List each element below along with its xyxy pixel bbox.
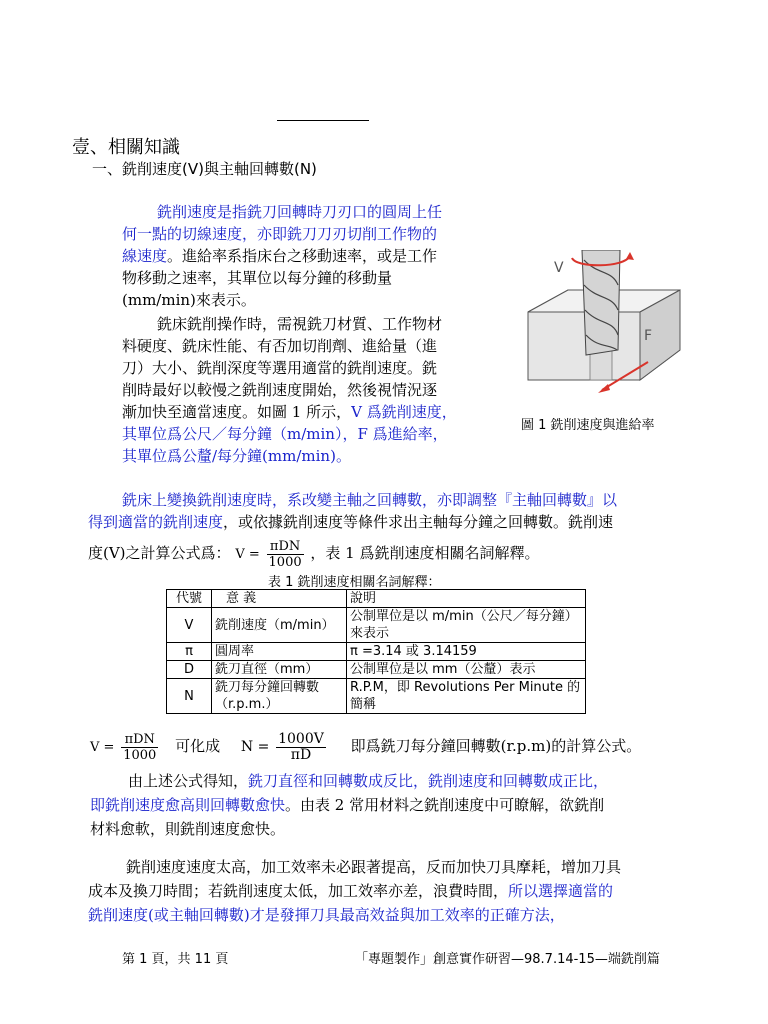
formula-fraction — [121, 732, 158, 763]
text-span: 。由表 2 常用材料之銑削速度中可瞭解，欲銑削 — [285, 796, 605, 814]
definition-table — [166, 589, 586, 714]
table-cell: π — [167, 643, 212, 661]
text-span: 即爲銑刀每分鐘回轉數(r.p.m)的計算公式。 — [350, 737, 642, 755]
text-line — [88, 511, 613, 533]
formula-denominator: πD — [290, 746, 312, 763]
text-span: 度(V)之計算公式爲： — [88, 544, 231, 562]
table-row — [167, 661, 586, 679]
table-cell: V — [167, 608, 212, 643]
text-line: 銑削速度(或主軸回轉數)才是發揮刀具最高效益與加工效率的正確方法， — [88, 906, 565, 924]
table-cell: 銑刀直徑（mm） — [212, 661, 347, 679]
text-span: 漸加快至適當速度。如圖 1 所示， — [122, 403, 352, 421]
formula-numerator: 1000V — [278, 730, 324, 747]
table-header-cell: 代號 — [167, 590, 212, 608]
feed-label: F — [644, 328, 653, 344]
text-span: 銑刀直徑和回轉數成反比，銑削速度和回轉數成正比， — [248, 772, 609, 790]
text-line: 銑削速度是指銑刀回轉時刀刃口的圓周上任 — [157, 203, 443, 221]
table-cell: 公制單位是以 m/min（公尺／每分鐘）來表示 — [347, 608, 586, 643]
table-cell: D — [167, 661, 212, 679]
text-line: 銑床上變換銑削速度時，系改變主軸之回轉數，亦即調整『主軸回轉數』以 — [122, 491, 618, 509]
text-line: 其單位爲公釐/每分鐘(mm/min)。 — [122, 447, 351, 465]
text-line — [128, 770, 608, 792]
table-cell: π =3.14 或 3.14159 — [347, 643, 586, 661]
text-span: 成本及換刀時間；若銑削速度太低，加工效率亦差，浪費時間， — [88, 882, 509, 900]
text-line — [122, 401, 457, 423]
text-line: 銑削速度速度太高，加工效率未必跟著提高，反而加快刀具摩耗，增加刀具 — [126, 858, 622, 876]
text-line — [88, 535, 540, 573]
formula-denominator: 1000 — [123, 747, 157, 763]
table-row — [167, 643, 586, 661]
footer-title: 「專題製作」創意實作研習—98.7.14-15—端銑削篇 — [355, 952, 660, 967]
formula-numerator: πDN — [121, 732, 158, 748]
text-span: ，表 1 爲銑削速度相關名詞解釋。 — [310, 544, 540, 562]
text-line — [88, 880, 613, 902]
formula-fraction — [267, 539, 304, 570]
text-line: 何一點的切線速度，亦即銑刀刀刃切削工作物的 — [122, 225, 438, 243]
text-span: 由上述公式得知， — [128, 772, 249, 790]
table-row — [167, 608, 586, 643]
formula-lhs: V = — [235, 547, 260, 562]
end-mill-figure — [520, 250, 690, 400]
text-span: ，或依據銑削速度等條件求出主軸每分鐘之回轉數。銑削速 — [223, 513, 614, 531]
text-span: V 爲銑削速度， — [351, 403, 457, 421]
header-rule — [277, 120, 369, 121]
velocity-label: V — [554, 260, 564, 276]
text-line: 銑床銑削操作時，需視銑刀材質、工作物材 — [157, 315, 443, 333]
table-cell: N — [167, 679, 212, 714]
text-span: 得到適當的銑削速度 — [88, 513, 224, 531]
text-line — [122, 245, 437, 267]
formula-lhs: V = — [90, 740, 115, 755]
text-line: 削時最好以較慢之銑削速度開始，然後視情況逐 — [122, 381, 438, 399]
text-line: 料硬度、銑床性能、有否加切削劑、進給量（進 — [122, 337, 438, 355]
subsection-title: 一、銑削速度(V)與主軸回轉數(N) — [92, 160, 317, 178]
formula-fraction — [276, 732, 326, 763]
text-line: 材料愈軟，則銑削速度愈快。 — [90, 820, 286, 838]
text-span: 。進給率系指床台之移動速率，或是工作 — [167, 247, 438, 265]
text-span: 即銑削速度愈高則回轉數愈快 — [90, 796, 286, 814]
formula-denominator: 1000 — [268, 554, 302, 570]
text-line: (mm/min)來表示。 — [122, 291, 256, 309]
formula-lhs: N = — [240, 739, 270, 755]
text-line — [90, 794, 604, 816]
table-cell: 銑削速度（m/min） — [212, 608, 347, 643]
text-span: 可化成 — [175, 737, 221, 755]
table-cell: 銑刀每分鐘回轉數（r.p.m.） — [212, 679, 347, 714]
text-line: 其單位爲公尺／每分鐘（m/min），F 爲進給率， — [122, 425, 448, 443]
text-line: 物移動之速率，其單位以每分鐘的移動量 — [122, 269, 393, 287]
table-caption: 表 1 銑削速度相關名詞解釋： — [268, 575, 441, 590]
rpm-formula-line — [90, 728, 641, 766]
text-line: 刀）大小、銑削深度等選用適當的銑削速度。銑 — [122, 359, 438, 377]
table-header-cell: 說明 — [347, 590, 586, 608]
page-number: 第 1 頁，共 11 頁 — [122, 952, 229, 967]
table-cell: 圓周率 — [212, 643, 347, 661]
table-cell: R.P.M，即 Revolutions Per Minute 的簡稱 — [347, 679, 586, 714]
table-cell: 公制單位是以 mm（公釐）表示 — [347, 661, 586, 679]
figure-caption: 圖 1 銑削速度與進給率 — [521, 418, 655, 433]
section-title: 壹、相關知識 — [72, 137, 180, 158]
table-header-cell: 意 義 — [212, 590, 347, 608]
table-header-row — [167, 590, 586, 608]
text-span: 所以選擇適當的 — [508, 882, 614, 900]
text-span: 線速度 — [122, 247, 168, 265]
table-row — [167, 679, 586, 714]
formula-numerator: πDN — [267, 539, 304, 555]
